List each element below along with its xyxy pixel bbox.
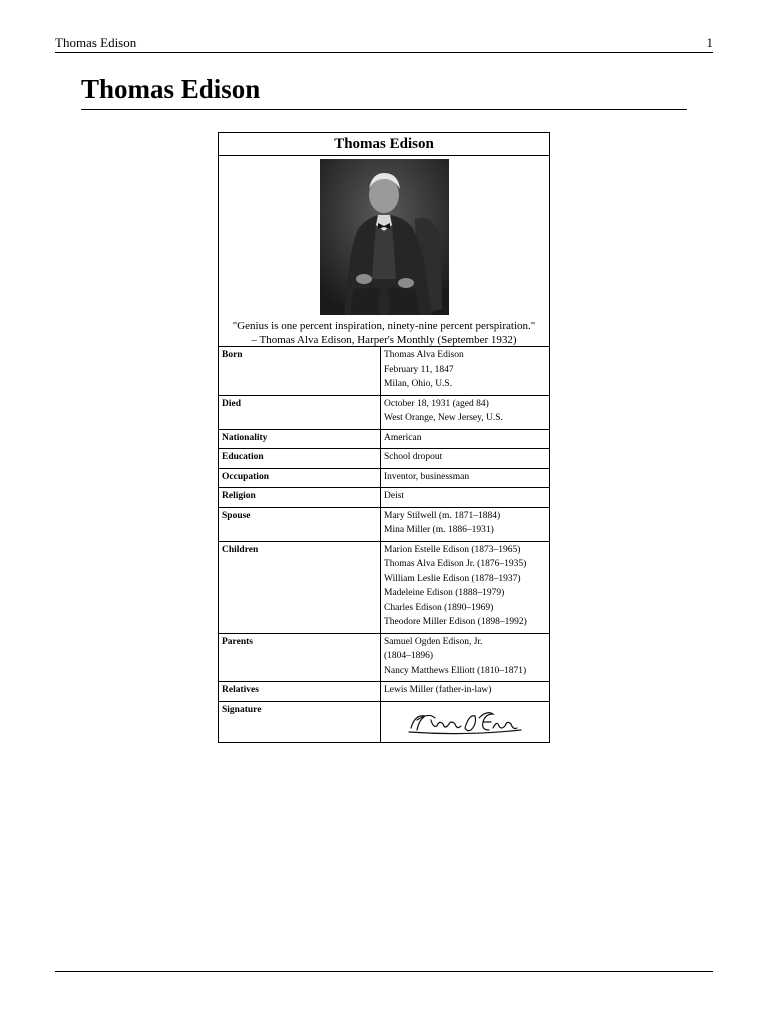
infobox-row-label: Education: [219, 449, 381, 468]
infobox-row-values: [381, 508, 549, 541]
infobox-row-value: Inventor, businessman: [384, 471, 470, 482]
infobox-row-value: West Orange, New Jersey, U.S.: [384, 413, 503, 423]
infobox-row-nationality: [219, 430, 549, 450]
infobox-row-label: Relatives: [219, 682, 381, 701]
infobox-row-value: Nancy Matthews Elliott (1810–1871): [384, 665, 527, 676]
infobox-row-values: [381, 469, 549, 488]
infobox-row-label: Occupation: [219, 469, 381, 488]
infobox-row-occupation: [219, 469, 549, 489]
infobox-row-value: Thomas Alva Edison Jr. (1876–1935): [384, 559, 527, 569]
image-caption: [219, 319, 549, 347]
infobox-row-value: Thomas Alva Edison: [384, 350, 464, 360]
infobox-rows: [219, 347, 549, 742]
infobox-row-spouse: [219, 508, 549, 542]
infobox-row-parents: [219, 634, 549, 683]
signature-icon: [405, 706, 525, 736]
infobox-row-relatives: [219, 682, 549, 702]
infobox-row-values: [381, 488, 549, 507]
infobox-row-value: School dropout: [384, 452, 443, 462]
infobox-row-died: [219, 396, 549, 430]
infobox-image-cell: [219, 156, 549, 347]
signature-image: [384, 703, 546, 739]
infobox-row-education: [219, 449, 549, 469]
infobox-row-label: Born: [219, 347, 381, 395]
infobox-row-value: Milan, Ohio, U.S.: [384, 379, 453, 389]
infobox-row-children: [219, 542, 549, 634]
infobox-row-label: Nationality: [219, 430, 381, 449]
infobox-row-label: Religion: [219, 488, 381, 507]
infobox-row-label: Died: [219, 396, 381, 429]
article-title: Thomas Edison: [81, 72, 687, 110]
running-header: [55, 34, 713, 53]
infobox-row-value: Mary Stilwell (m. 1871–1884): [384, 510, 501, 521]
infobox-row-value: Deist: [384, 491, 405, 501]
infobox-row-signature: [219, 702, 549, 742]
infobox-row-value: Madeleine Edison (1888–1979): [384, 588, 505, 598]
portrait-photo: [320, 159, 449, 315]
infobox-row-value: Mina Miller (m. 1886–1931): [384, 525, 494, 535]
infobox-row-values: [381, 702, 549, 742]
infobox-row-values: [381, 396, 549, 429]
infobox-row-label: Parents: [219, 634, 381, 682]
page-number: 1: [706, 35, 713, 50]
infobox-title: Thomas Edison: [219, 133, 549, 156]
infobox-row-value: (1804–1896): [384, 651, 434, 661]
running-header-title: Thomas Edison: [55, 35, 137, 50]
infobox-row-values: [381, 430, 549, 449]
infobox-row-values: [381, 634, 549, 682]
caption-attribution: – Thomas Alva Edison, Harper's Monthly (September 1932): [251, 334, 517, 346]
infobox-row-label: Children: [219, 542, 381, 633]
infobox-row-religion: [219, 488, 549, 508]
infobox-row-value: William Leslie Edison (1878–1937): [384, 573, 521, 584]
infobox-row-born: [219, 347, 549, 396]
infobox-row-value: Charles Edison (1890–1969): [384, 602, 494, 613]
infobox-row-value: Samuel Ogden Edison, Jr.: [384, 636, 483, 647]
infobox: [218, 132, 550, 743]
infobox-row-value: Marion Estelle Edison (1873–1965): [384, 544, 521, 555]
infobox-row-value: American: [384, 432, 422, 443]
infobox-row-label: Signature: [219, 702, 381, 742]
infobox-row-value: Theodore Miller Edison (1898–1992): [384, 617, 527, 627]
infobox-row-values: [381, 449, 549, 468]
infobox-row-values: [381, 542, 549, 633]
infobox-row-value: Lewis Miller (father-in-law): [384, 685, 492, 695]
running-footer-rule: [55, 971, 713, 972]
infobox-row-value: February 11, 1847: [384, 364, 454, 375]
caption-quote: "Genius is one percent inspiration, ninety-nine percent perspiration.": [232, 320, 536, 332]
infobox-row-values: [381, 347, 549, 395]
infobox-row-values: [381, 682, 549, 701]
infobox-row-value: October 18, 1931 (aged 84): [384, 398, 489, 409]
infobox-row-label: Spouse: [219, 508, 381, 541]
